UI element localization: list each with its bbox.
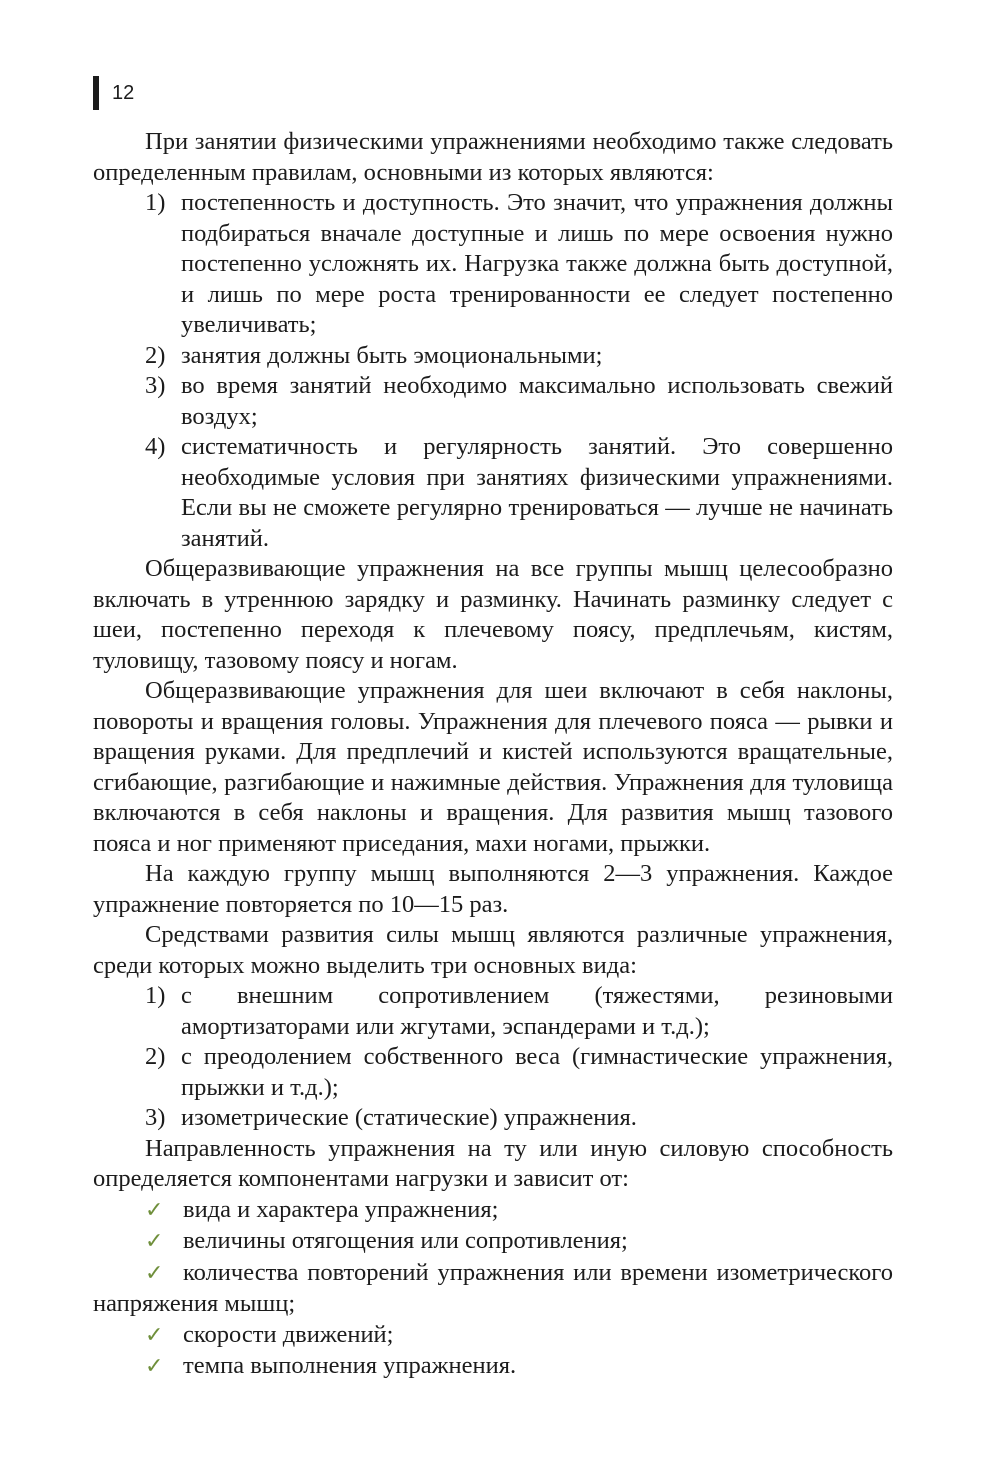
list-item — [93, 1226, 893, 1258]
list-item-text: изометрические (статические) упражнения. — [181, 1104, 637, 1131]
list-item-text: с преодолением собственного веса (гимнастические упражнения, прыжки и т.д.); — [181, 1043, 893, 1101]
paragraph: На каждую группу мышц выполняются 2—3 упражнения. Каждое упражнение повторяется по 10—15 раз. — [93, 860, 893, 918]
list-number: 2) — [145, 341, 166, 369]
check-icon: ✓ — [145, 1260, 164, 1286]
load-components-list — [93, 1195, 893, 1383]
list-item — [93, 341, 893, 372]
list-item — [93, 981, 893, 1042]
list-item — [93, 188, 893, 341]
list-item-text: скорости движений; — [183, 1320, 394, 1348]
list-item-text: с внешним сопротивлением (тяжестями, резиновыми амортизаторами или жгутами, эспандерами и т.д.); — [181, 982, 893, 1040]
list-item — [93, 1351, 893, 1383]
list-number: 1) — [145, 982, 166, 1009]
list-item-text: вида и характера упражнения; — [183, 1195, 499, 1223]
paragraph: Средствами развития силы мышц являются различные упражнения, среди которых можно выделить три основных вида: — [93, 921, 893, 979]
list-item-text: занятия должны быть эмоциональными; — [181, 341, 603, 369]
list-item — [93, 1042, 893, 1103]
strength-exercise-list — [93, 981, 893, 1134]
list-item — [93, 1195, 893, 1227]
paragraph: Общеразвивающие упражнения на все группы мышц целесообразно включать в утреннюю зарядку и разминку. Начинать разминку следует с шеи, постепенно переходя к плечевому поясу, предплечьям, кистям, туловищу, тазовому поясу и ногам. — [93, 555, 893, 674]
list-item — [93, 371, 893, 432]
paragraph: Направленность упражнения на ту или иную силовую способность определяется компонентами нагрузки и зависит от: — [93, 1134, 893, 1192]
check-icon: ✓ — [145, 1322, 164, 1348]
check-icon: ✓ — [145, 1354, 164, 1379]
check-icon: ✓ — [145, 1197, 164, 1223]
list-item — [93, 1320, 893, 1352]
list-item-text: во время занятий необходимо максимально использовать свежий воздух; — [181, 372, 893, 430]
list-number: 2) — [145, 1043, 166, 1070]
list-number: 1) — [145, 189, 166, 216]
page-number: 12 — [112, 82, 135, 104]
list-number: 4) — [145, 433, 166, 460]
paragraph: Общеразвивающие упражнения для шеи включают в себя наклоны, повороты и вращения головы. Упражнения для плечевого пояса — рывки и вращения руками. Для предплечий и кистей используются вращательные, сгибающие, разгибающие и нажимные действия. Упражнения для туловища включаются в себя наклоны и вращения. Для развития мышц тазового пояса и ног применяют приседания, махи ногами, прыжки. — [93, 677, 893, 857]
list-number: 3) — [145, 1104, 166, 1131]
list-item-text: систематичность и регулярность занятий. Это совершенно необходимые условия при занятиях физическими упражнениями. Если вы не сможете регулярно тренироваться — лучше не начинать занятий. — [181, 433, 893, 552]
list-item — [93, 432, 893, 554]
list-item-text: величины отягощения или сопротивления; — [183, 1227, 628, 1254]
list-item-text: количества повторений упражнения или времени изометрического напряжения мышц; — [93, 1258, 893, 1317]
list-item — [93, 1103, 893, 1134]
check-icon: ✓ — [145, 1229, 164, 1254]
page-body — [93, 127, 893, 1383]
list-item — [93, 1258, 893, 1320]
paragraph: При занятии физическими упражнениями необходимо также следовать определенным правилам, основными из которых являются: — [93, 128, 893, 186]
page-number-bar — [93, 76, 99, 110]
list-item-text: темпа выполнения упражнения. — [183, 1352, 517, 1379]
list-item-text: постепенность и доступность. Это значит, что упражнения должны подбираться вначале доступные и лишь по мере освоения нужно постепенно усложнять их. Нагрузка также должна быть доступной, и лишь по мере роста тренированности ее следует постепенно увеличивать; — [181, 189, 893, 338]
list-number: 3) — [145, 372, 166, 399]
rules-list — [93, 188, 893, 554]
